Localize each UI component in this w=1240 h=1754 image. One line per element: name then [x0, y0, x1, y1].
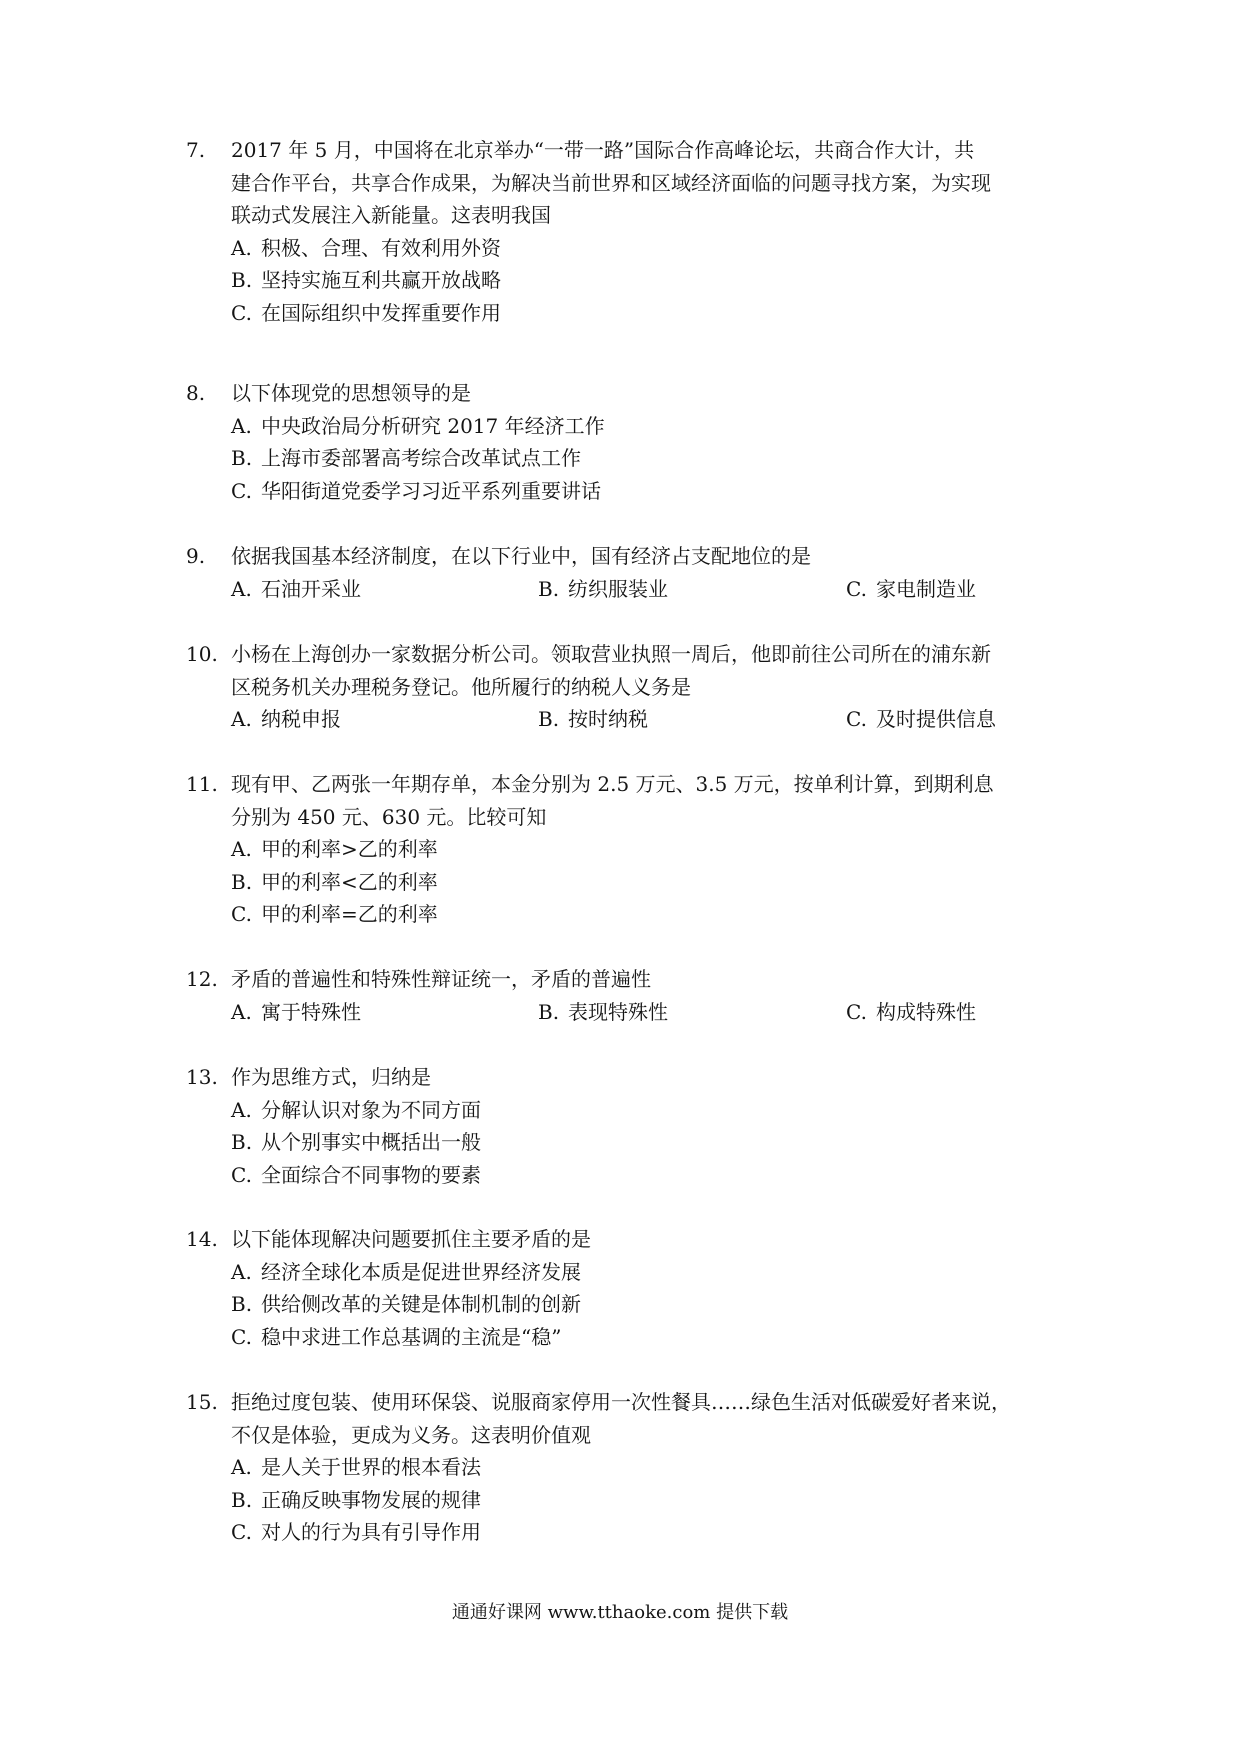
option-b [0, 442, 1240, 475]
option-text: 分解认识对象为不同方面 [261, 1097, 481, 1122]
option-letter: C. [231, 300, 252, 325]
option-text: 对人的行为具有引导作用 [261, 1520, 481, 1544]
question-stem [0, 1386, 1240, 1451]
option-c [846, 703, 996, 736]
option-text: 表现特殊性 [568, 999, 668, 1024]
option-text: 甲的利率=乙的利率 [261, 902, 438, 926]
option-text: 寓于特殊性 [261, 999, 361, 1024]
question-number: 14. [186, 1227, 218, 1251]
option-letter: C. [846, 999, 867, 1024]
question-11 [0, 768, 1240, 931]
option-c [846, 573, 976, 606]
option-text: 按时纳税 [568, 707, 648, 731]
option-a [0, 1451, 1240, 1484]
option-letter: B. [538, 707, 560, 731]
option-text: 经济全球化本质是促进世界经济发展 [261, 1259, 581, 1284]
option-b [0, 1126, 1240, 1159]
question-13 [0, 1061, 1240, 1191]
option-text: 石油开采业 [261, 576, 361, 601]
option-letter: B. [231, 869, 253, 894]
option-letter: C. [231, 1324, 252, 1349]
option-text: 纺织服装业 [568, 576, 668, 601]
question-number: 12. [186, 967, 218, 991]
question-text: 作为思维方式，归纳是 [231, 1065, 431, 1089]
option-b [538, 703, 648, 736]
option-letter: A. [231, 707, 252, 731]
option-text: 从个别事实中概括出一般 [261, 1130, 481, 1154]
option-letter: A. [231, 235, 252, 260]
option-letter: A. [231, 413, 252, 438]
question-text: 矛盾的普遍性和特殊性辩证统一，矛盾的普遍性 [231, 967, 651, 991]
option-c [0, 898, 1240, 931]
option-text: 供给侧改革的关键是体制机制的创新 [261, 1292, 581, 1316]
options-row [0, 996, 1240, 1029]
option-a [0, 410, 1240, 443]
option-c [0, 1159, 1240, 1192]
question-15 [0, 1386, 1240, 1549]
option-text: 在国际组织中发挥重要作用 [261, 300, 501, 325]
question-14 [0, 1223, 1240, 1353]
option-letter: A. [231, 837, 252, 861]
question-text: 现有甲、乙两张一年期存单，本金分别为 2.5 万元、3.5 万元，按单利计算，到期利息 分别为 450 元、630 元。比较可知 [231, 772, 994, 829]
option-a [0, 833, 1240, 866]
question-number: 9. [186, 544, 206, 568]
option-text: 家电制造业 [876, 576, 976, 601]
option-b [538, 573, 668, 606]
option-a [231, 703, 341, 736]
option-text: 及时提供信息 [876, 707, 996, 731]
option-letter: C. [231, 478, 252, 503]
option-letter: B. [231, 1487, 253, 1512]
option-text: 全面综合不同事物的要素 [261, 1162, 481, 1187]
option-text: 上海市委部署高考综合改革试点工作 [261, 446, 581, 470]
question-10 [0, 638, 1240, 736]
question-stem [0, 1223, 1240, 1256]
question-number: 10. [186, 642, 218, 666]
option-letter: B. [538, 576, 560, 601]
option-letter: B. [231, 1292, 253, 1316]
question-number: 8. [186, 381, 206, 405]
question-text: 拒绝过度包装、使用环保袋、说服商家停用一次性餐具……绿色生活对低碳爱好者来说， 不仅是体验，更成为义务。这表明价值观 [231, 1390, 1011, 1447]
option-letter: A. [231, 999, 252, 1024]
option-a [0, 232, 1240, 265]
option-c [0, 475, 1240, 508]
question-stem [0, 377, 1240, 410]
question-7 [0, 134, 1240, 329]
option-letter: A. [231, 576, 252, 601]
question-number: 15. [186, 1390, 218, 1414]
option-text: 正确反映事物发展的规律 [261, 1487, 481, 1512]
question-number: 13. [186, 1065, 218, 1089]
option-a [231, 573, 361, 606]
question-text: 以下体现党的思想领导的是 [231, 381, 471, 405]
question-text: 依据我国基本经济制度，在以下行业中，国有经济占支配地位的是 [231, 544, 811, 568]
option-letter: A. [231, 1097, 252, 1122]
option-a [0, 1094, 1240, 1127]
question-text: 2017 年 5 月，中国将在北京举办“一带一路”国际合作高峰论坛，共商合作大计，共 建合作平台，共享合作成果，为解决当前世界和区域经济面临的问题寻找方案，为实现 联动式发展注入新能量。这表明我国 [231, 138, 991, 227]
option-letter: C. [231, 1162, 252, 1187]
option-letter: B. [231, 446, 253, 470]
options-row [0, 703, 1240, 736]
option-text: 甲的利率>乙的利率 [261, 837, 438, 861]
option-a [0, 1256, 1240, 1289]
question-number: 11. [186, 772, 218, 796]
option-letter: C. [846, 576, 867, 601]
option-c [0, 1321, 1240, 1354]
option-text: 坚持实施互利共赢开放战略 [261, 268, 501, 292]
option-text: 构成特殊性 [876, 999, 976, 1024]
option-c [0, 297, 1240, 330]
question-8 [0, 377, 1240, 507]
option-text: 纳税申报 [261, 707, 341, 731]
option-c [0, 1516, 1240, 1549]
option-b [0, 1484, 1240, 1517]
option-letter: A. [231, 1259, 252, 1284]
option-letter: A. [231, 1455, 252, 1479]
question-stem [0, 134, 1240, 232]
question-stem [0, 768, 1240, 833]
option-text: 积极、合理、有效利用外资 [261, 235, 501, 260]
option-letter: B. [538, 999, 560, 1024]
question-text: 以下能体现解决问题要抓住主要矛盾的是 [231, 1227, 591, 1251]
option-letter: C. [231, 1520, 252, 1544]
option-b [0, 1288, 1240, 1321]
question-stem [0, 1061, 1240, 1094]
question-9 [0, 540, 1240, 605]
question-stem [0, 638, 1240, 703]
option-b [0, 866, 1240, 899]
question-stem [0, 540, 1240, 573]
option-letter: B. [231, 268, 253, 292]
option-c [846, 996, 976, 1029]
question-stem [0, 963, 1240, 996]
question-number: 7. [186, 138, 206, 162]
option-letter: C. [846, 707, 867, 731]
option-letter: B. [231, 1130, 253, 1154]
option-a [231, 996, 361, 1029]
options-row [0, 573, 1240, 606]
page-footer: 通通好课网 www.tthaoke.com 提供下载 [451, 1602, 789, 1623]
option-b [0, 264, 1240, 297]
option-text: 甲的利率<乙的利率 [261, 869, 438, 894]
option-text: 稳中求进工作总基调的主流是“稳” [261, 1324, 562, 1349]
option-text: 华阳街道党委学习习近平系列重要讲话 [261, 478, 601, 503]
option-letter: C. [231, 902, 252, 926]
option-b [538, 996, 668, 1029]
question-text: 小杨在上海创办一家数据分析公司。领取营业执照一周后，他即前往公司所在的浦东新 区税务机关办理税务登记。他所履行的纳税人义务是 [231, 642, 991, 699]
option-text: 中央政治局分析研究 2017 年经济工作 [261, 413, 605, 438]
option-text: 是人关于世界的根本看法 [261, 1455, 481, 1479]
question-12 [0, 963, 1240, 1028]
